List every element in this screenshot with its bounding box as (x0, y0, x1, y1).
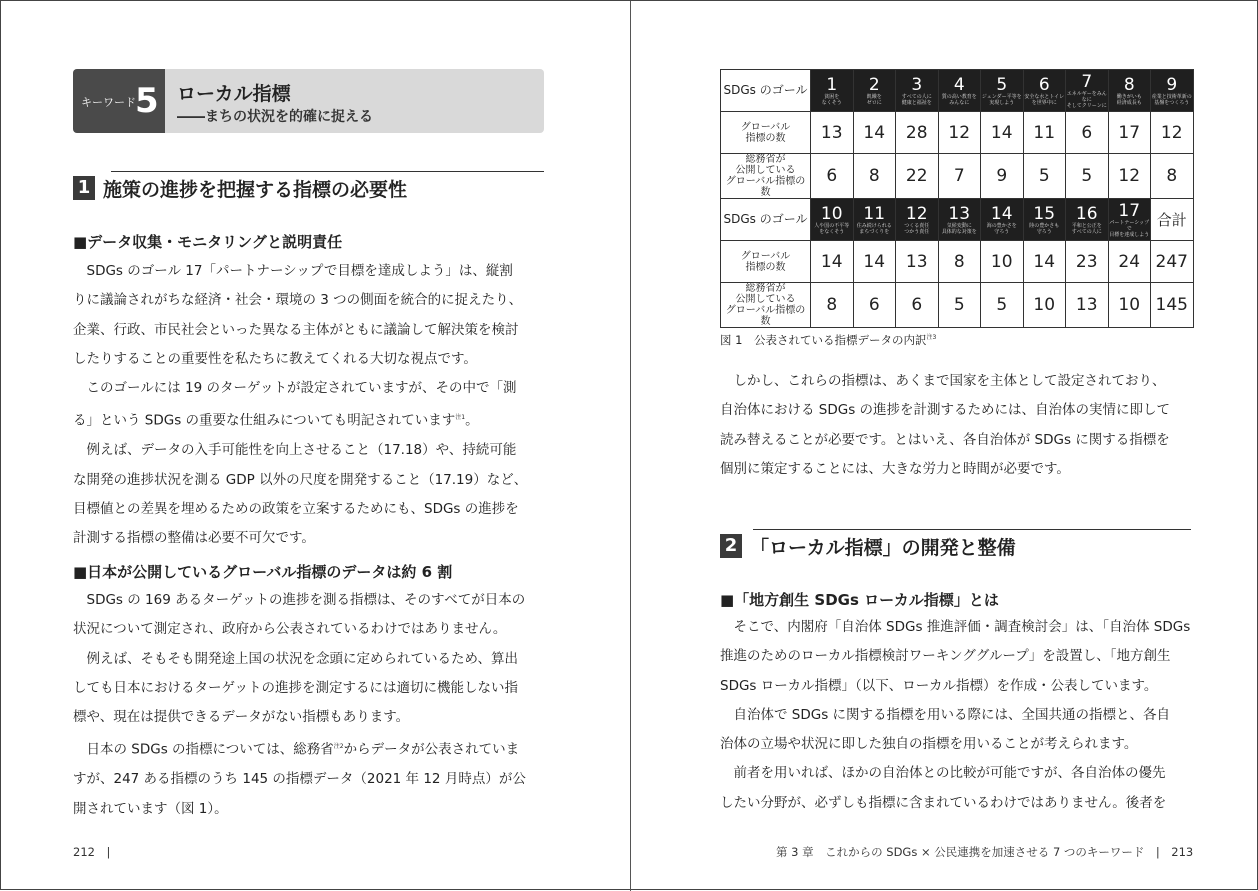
goal-cell: 13 気候変動に 具体的な対策を (938, 199, 981, 241)
value-cell: 6 (1066, 112, 1109, 154)
goal-cell: 2 飢餓を ゼロに (853, 70, 896, 112)
value-cell: 5 (1023, 154, 1066, 199)
subheading-local-indicators: ■「地方創生 SDGs ローカル指標」とは (720, 591, 999, 609)
text-line: 自治体で SDGs に関する指標を用いる際には、全国共通の指標と、各自 (720, 706, 1171, 723)
goal-cell: 14 海の豊かさを 守ろう (981, 199, 1024, 241)
footer-chapter-title: 第 3 章 これからの SDGs × 公民連携を加速させる 7 つのキーワード | 213 (776, 845, 1194, 859)
section-heading-2 (720, 531, 1191, 561)
value-cell: 14 (853, 112, 896, 154)
keyword-tag (73, 69, 165, 133)
goal-cell: 3 すべての人に 健康と福祉を (896, 70, 939, 112)
value-cell: 10 (1108, 283, 1151, 328)
goal-cell: 15 陸の豊かさも 守ろう (1023, 199, 1066, 241)
goal-cell: 12 つくる責任 つかう責任 (896, 199, 939, 241)
text-line: 企業、行政、市民社会といった異なる主体がともに議論して解決策を検討 (73, 321, 519, 338)
value-cell: 10 (981, 241, 1024, 283)
value-cell: 12 (1151, 112, 1194, 154)
value-cell: 6 (896, 283, 939, 328)
section-number: 2 (720, 534, 742, 558)
row-label-global: グローバル 指標の数 (721, 112, 811, 154)
value-cell: 13 (896, 241, 939, 283)
section-title: 施策の進捗を把握する指標の必要性 (103, 179, 408, 201)
value-cell: 8 (853, 154, 896, 199)
text-line: そこで、内閣府「自治体 SDGs 推進評価・調査検討会」は、「自治体 SDGs (720, 619, 1191, 635)
figure-caption: 図 1 公表されている指標データの内訳$^{注3}$ (720, 333, 937, 347)
value-cell: 12 (1108, 154, 1151, 199)
text-line: 例えば、そもそも開発途上国の状況を念頭に定められているため、算出 (73, 650, 518, 667)
value-cell: 5 (938, 283, 981, 328)
row-label-mic: 総務省が 公開している グローバル指標の数 (721, 283, 811, 328)
subheading-data-collection: ■データ収集・モニタリングと説明責任 (73, 233, 343, 251)
section-title: 「ローカル指標」の開発と整備 (750, 537, 1016, 559)
value-cell: 7 (938, 154, 981, 199)
total-header-cell: 合計 (1151, 199, 1194, 241)
goal-cell: 8 働きがいも 経済成長も (1108, 70, 1151, 112)
text-line: 読み替えることが必要です。とはいえ、各自治体が SDGs に関する指標を (720, 431, 1170, 448)
value-cell: 13 (811, 112, 854, 154)
text-line: 治体の立場や状況に即した独自の指標を用いることが考えられます。 (720, 736, 1138, 753)
text-line: る」という SDGs の重要な仕組みについても明記されています$^{注1}$。 (73, 412, 479, 429)
value-cell: 6 (853, 283, 896, 328)
row-label-mic: 総務省が 公開している グローバル指標の数 (721, 154, 811, 199)
text-line: しても日本におけるターゲットの進捗を測定するには適切に機能しない指 (73, 679, 518, 696)
footnote-ref: 注2 (333, 743, 344, 751)
value-cell: 5 (1066, 154, 1109, 199)
text-line: 推進のためのローカル指標検討ワーキンググループ」を設置し、「地方創生 (720, 648, 1171, 665)
text-line: このゴールには 19 のターゲットが設定されていますが、その中で「測 (73, 380, 517, 397)
text-line: SDGs のゴール 17「パートナーシップで目標を達成しよう」は、縦割 (73, 263, 513, 279)
page-number-left: 212 | (73, 845, 111, 859)
text-line: 標や、現在は提供できるデータがない指標もあります。 (73, 709, 410, 726)
value-cell: 24 (1108, 241, 1151, 283)
value-cell: 22 (896, 154, 939, 199)
right-page (631, 1, 1258, 891)
value-cell: 14 (853, 241, 896, 283)
value-cell: 8 (938, 241, 981, 283)
section-rule (753, 529, 1191, 530)
row-label-goal: SDGs のゴール (721, 199, 811, 241)
goal-cell: 4 質の高い教育を みんなに (938, 70, 981, 112)
text-line: 計測する指標の整備は必要不可欠です。 (73, 530, 315, 547)
keyword-number: 5 (135, 81, 159, 121)
subheading-global-indicators: ■日本が公開しているグローバル指標のデータは約 6 割 (73, 563, 453, 581)
paragraph-block-4 (720, 613, 1190, 818)
value-cell: 14 (981, 112, 1024, 154)
mic-row-b (721, 283, 1194, 328)
goal-cell: 7 エネルギーをみんなに そしてクリーンに (1066, 70, 1109, 112)
goal-cell: 5 ジェンダー平等を 実現しよう (981, 70, 1024, 112)
value-cell: 11 (1023, 112, 1066, 154)
value-cell: 5 (981, 283, 1024, 328)
text-line: したりすることの重要性を私たちに教えてくれる大切な視点です。 (73, 350, 477, 367)
row-label-global: グローバル 指標の数 (721, 241, 811, 283)
value-cell: 12 (938, 112, 981, 154)
total-value-cell: 247 (1151, 241, 1194, 283)
keyword-subtitle: ――まちの状況を的確に捉える (177, 109, 373, 125)
text-line: 開されています（図 1）。 (73, 800, 228, 817)
text-line: 個別に策定することには、大きな労力と時間が必要です。 (720, 460, 1070, 477)
text-line: 例えば、データの入手可能性を向上させること（17.18）や、持続可能 (73, 442, 517, 459)
text-line: SDGs ローカル指標」（以下、ローカル指標）を作成・公表しています。 (720, 677, 1158, 694)
keyword-header (73, 69, 544, 133)
goal-cell: 1 貧困を なくそう (811, 70, 854, 112)
section-number: 1 (73, 176, 95, 200)
sdg-indicator-table (720, 69, 1194, 328)
row-label-goal: SDGs のゴール (721, 70, 811, 112)
value-cell: 8 (811, 283, 854, 328)
goal-cell: 9 産業と技術革新の 基盤をつくろう (1151, 70, 1194, 112)
paragraph-block-3 (720, 367, 1170, 484)
global-row-b (721, 241, 1194, 283)
total-value-cell: 145 (1151, 283, 1194, 328)
text-line: りに議論されがちな経済・社会・環境の 3 つの側面を統合的に捉えたり、 (73, 292, 523, 309)
goal-cell: 17 パートナーシップで 目標を達成しよう (1108, 199, 1151, 241)
keyword-label: キーワード (81, 96, 136, 109)
value-cell: 9 (981, 154, 1024, 199)
section-rule (111, 171, 544, 172)
goal-cell: 10 人や国の不平等 をなくそう (811, 199, 854, 241)
page-number-right: 213 (1171, 845, 1194, 859)
paragraph-block-2 (73, 586, 526, 824)
value-cell: 23 (1066, 241, 1109, 283)
text-line: すが、247 ある指標のうち 145 の指標データ（2021 年 12 月時点）が公 (73, 771, 526, 788)
text-line: しかし、これらの指標は、あくまで国家を主体として設定されており、 (720, 373, 1166, 389)
text-line: 前者を用いれば、ほかの自治体との比較が可能ですが、各自治体の優先 (720, 765, 1166, 782)
global-row-a (721, 112, 1194, 154)
goal-cell: 11 住み続けられる まちづくりを (853, 199, 896, 241)
goal-cell: 6 安全な水とトイレ を世界中に (1023, 70, 1066, 112)
text-line: 状況について測定され、政府から公表されているわけではありません。 (73, 621, 507, 638)
footnote-ref: 注1 (455, 414, 466, 422)
value-cell: 6 (811, 154, 854, 199)
footnote-ref: 注3 (926, 334, 937, 342)
value-cell: 28 (896, 112, 939, 154)
left-page (1, 1, 630, 891)
section-heading-1 (73, 173, 544, 203)
text-line: な開発の進捗状況を測る GDP 以外の尺度を開発すること（17.19）など、 (73, 471, 528, 488)
text-line: SDGs の 169 あるターゲットの進捗を測る指標は、そのすべてが日本の (73, 592, 526, 608)
mic-row-a (721, 154, 1194, 199)
goal-cell: 16 平和と公正を すべての人に (1066, 199, 1109, 241)
text-line: 自治体における SDGs の進捗を計測するためには、自治体の実情に即して (720, 402, 1171, 419)
value-cell: 14 (811, 241, 854, 283)
goal-row-b (721, 199, 1194, 241)
value-cell: 13 (1066, 283, 1109, 328)
text-line: したい分野が、必ずしも指標に含まれているわけではありません。後者を (720, 794, 1167, 811)
value-cell: 14 (1023, 241, 1066, 283)
text-line: 日本の SDGs の指標については、総務省$^{注2}$からデータが公表されていま (73, 741, 520, 758)
goal-row-a (721, 70, 1194, 112)
paragraph-block-1 (73, 257, 527, 553)
value-cell: 10 (1023, 283, 1066, 328)
value-cell: 17 (1108, 112, 1151, 154)
value-cell: 8 (1151, 154, 1194, 199)
keyword-title: ローカル指標 (177, 83, 291, 105)
text-line: 目標値との差異を埋めるための政策を立案するためにも、SDGs の進捗を (73, 500, 519, 517)
